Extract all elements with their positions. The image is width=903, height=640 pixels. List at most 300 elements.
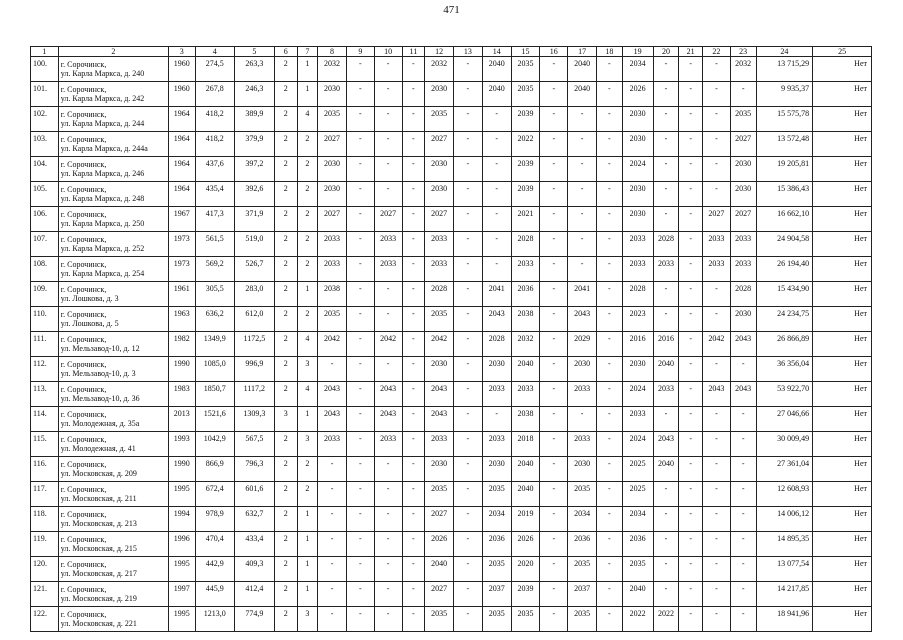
table-cell: 2040 [425, 557, 454, 582]
table-cell: 2022 [653, 607, 679, 632]
table-cell: - [568, 407, 597, 432]
table-cell: - [540, 207, 568, 232]
table-cell: - [402, 82, 425, 107]
table-cell: 1990 [168, 457, 195, 482]
table-cell: - [703, 132, 731, 157]
table-cell: г. Сорочинск, ул. Московская, д. 209 [58, 457, 168, 482]
table-cell: 2040 [482, 82, 511, 107]
table-cell: 2030 [482, 457, 511, 482]
table-cell: - [703, 507, 731, 532]
table-cell: - [730, 582, 756, 607]
header-cell: 10 [374, 47, 402, 57]
table-cell: 389,9 [234, 107, 274, 132]
table-cell: 2035 [425, 482, 454, 507]
table-cell: - [402, 307, 425, 332]
table-cell: 2043 [482, 307, 511, 332]
table-cell: - [402, 282, 425, 307]
table-cell: 2 [274, 107, 297, 132]
table-cell: - [703, 157, 731, 182]
table-cell: 2040 [622, 582, 653, 607]
table-cell: 9 935,37 [756, 82, 813, 107]
table-cell: 2032 [511, 332, 540, 357]
table-cell: 2037 [568, 582, 597, 607]
table-cell: - [318, 357, 347, 382]
table-cell: 397,2 [234, 157, 274, 182]
table-cell: 636,2 [195, 307, 234, 332]
table-cell: 2024 [622, 157, 653, 182]
table-cell: 2033 [425, 232, 454, 257]
table-cell: - [346, 257, 374, 282]
table-cell: 2033 [374, 232, 402, 257]
table-cell: 567,5 [234, 432, 274, 457]
table-cell: - [374, 307, 402, 332]
table-cell: 2035 [482, 607, 511, 632]
table-cell: - [679, 132, 703, 157]
table-cell: 2035 [730, 107, 756, 132]
table-cell: 2028 [511, 232, 540, 257]
table-cell: Нет [813, 557, 872, 582]
table-cell: 2 [274, 57, 297, 82]
table-cell: 2024 [622, 432, 653, 457]
table-cell: 305,5 [195, 282, 234, 307]
table-cell: - [568, 157, 597, 182]
table-row [31, 507, 872, 532]
header-cell: 6 [274, 47, 297, 57]
table-cell: 1995 [168, 482, 195, 507]
table-cell: Нет [813, 132, 872, 157]
table-cell: 2032 [425, 57, 454, 82]
table-cell: - [540, 532, 568, 557]
table-cell: - [346, 382, 374, 407]
table-cell: 1997 [168, 582, 195, 607]
table-cell: 2027 [374, 207, 402, 232]
table-cell: - [703, 457, 731, 482]
table-cell: г. Сорочинск, ул. Московская, д. 219 [58, 582, 168, 607]
table-cell: - [374, 157, 402, 182]
table-cell: 2040 [653, 357, 679, 382]
table-cell: - [402, 357, 425, 382]
header-cell: 13 [453, 47, 482, 57]
table-cell: - [653, 57, 679, 82]
table-cell: 526,7 [234, 257, 274, 282]
table-cell: - [679, 357, 703, 382]
table-cell: 2028 [730, 282, 756, 307]
table-cell: 2027 [730, 132, 756, 157]
table-cell: 2027 [425, 132, 454, 157]
table-cell: 2030 [730, 157, 756, 182]
table-cell: 2028 [482, 332, 511, 357]
table-cell: 2033 [425, 432, 454, 457]
table-cell: 36 356,04 [756, 357, 813, 382]
table-cell: - [703, 307, 731, 332]
table-cell: - [597, 407, 623, 432]
table-cell: - [453, 457, 482, 482]
table-cell: г. Сорочинск, ул. Молодежная, д. 41 [58, 432, 168, 457]
table-cell: 2042 [374, 332, 402, 357]
table-cell: 274,5 [195, 57, 234, 82]
header-cell: 24 [756, 47, 813, 57]
header-cell: 19 [622, 47, 653, 57]
table-cell: 15 434,90 [756, 282, 813, 307]
table-cell: 2039 [511, 157, 540, 182]
table-row [31, 257, 872, 282]
table-cell: 27 046,66 [756, 407, 813, 432]
table-row [31, 607, 872, 632]
table-row [31, 107, 872, 132]
table-cell: 1 [297, 82, 318, 107]
table-cell: 30 009,49 [756, 432, 813, 457]
table-cell: 866,9 [195, 457, 234, 482]
table-cell: - [374, 107, 402, 132]
table-cell: 1850,7 [195, 382, 234, 407]
table-cell: 2042 [318, 332, 347, 357]
header-cell: 21 [679, 47, 703, 57]
table-cell: 1996 [168, 532, 195, 557]
table-cell: 1309,3 [234, 407, 274, 432]
table-row [31, 157, 872, 182]
table-cell: 470,4 [195, 532, 234, 557]
table-cell: 2033 [482, 432, 511, 457]
table-cell: 2043 [730, 332, 756, 357]
table-cell: 1 [297, 532, 318, 557]
table-cell: - [540, 507, 568, 532]
table-cell: 2 [274, 532, 297, 557]
table-cell: - [568, 182, 597, 207]
table-cell: - [482, 232, 511, 257]
table-cell: - [346, 107, 374, 132]
table-cell: г. Сорочинск, ул. Карла Маркса, д. 254 [58, 257, 168, 282]
table-cell: г. Сорочинск, ул. Мельзавод-10, д. 12 [58, 332, 168, 357]
table-cell: - [402, 132, 425, 157]
table-cell: 3 [297, 607, 318, 632]
table-cell: 2033 [653, 257, 679, 282]
table-cell: - [453, 432, 482, 457]
table-cell: - [597, 207, 623, 232]
table-cell: 2042 [425, 332, 454, 357]
table-cell: - [540, 82, 568, 107]
table-cell: - [540, 607, 568, 632]
table-cell: 2013 [168, 407, 195, 432]
table-cell: 2033 [622, 407, 653, 432]
table-cell: 2030 [425, 457, 454, 482]
table-cell: 3 [297, 432, 318, 457]
table-cell: - [653, 532, 679, 557]
table-cell: - [597, 482, 623, 507]
table-cell: 2027 [318, 207, 347, 232]
table-cell: 115. [31, 432, 59, 457]
table-cell: 796,3 [234, 457, 274, 482]
page-number: 471 [443, 4, 460, 16]
table-cell: - [703, 557, 731, 582]
table-cell: - [597, 182, 623, 207]
table-cell: - [679, 607, 703, 632]
table-cell: - [730, 482, 756, 507]
table-cell: Нет [813, 232, 872, 257]
table-cell: - [402, 57, 425, 82]
table-cell: 24 904,58 [756, 232, 813, 257]
table-cell: 2028 [622, 282, 653, 307]
table-cell: г. Сорочинск, ул. Московская, д. 215 [58, 532, 168, 557]
table-cell: 1995 [168, 607, 195, 632]
table-cell: 3 [274, 407, 297, 432]
table-cell: 2033 [730, 232, 756, 257]
table-cell: - [597, 57, 623, 82]
table-cell: 2033 [374, 432, 402, 457]
table-cell: г. Сорочинск, ул. Карла Маркса, д. 244 [58, 107, 168, 132]
table-cell: - [346, 607, 374, 632]
table-cell: 2 [274, 132, 297, 157]
table-cell: 2033 [511, 382, 540, 407]
table-cell: 996,9 [234, 357, 274, 382]
table-cell: - [730, 432, 756, 457]
table-cell: Нет [813, 157, 872, 182]
table-cell: 2016 [653, 332, 679, 357]
table-cell: - [653, 407, 679, 432]
table-cell: - [653, 157, 679, 182]
table-cell: г. Сорочинск, ул. Московская, д. 213 [58, 507, 168, 532]
table-cell: 110. [31, 307, 59, 332]
table-cell: - [597, 557, 623, 582]
table-cell: 569,2 [195, 257, 234, 282]
table-cell: - [402, 182, 425, 207]
table-cell: - [653, 507, 679, 532]
table-cell: Нет [813, 382, 872, 407]
table-cell: 2035 [511, 607, 540, 632]
table-cell: - [597, 257, 623, 282]
table-cell: 2030 [425, 157, 454, 182]
table-cell: 1213,0 [195, 607, 234, 632]
table-cell: - [730, 607, 756, 632]
table-cell: - [402, 407, 425, 432]
table-cell: Нет [813, 432, 872, 457]
table-cell: 102. [31, 107, 59, 132]
table-cell: - [482, 157, 511, 182]
table-cell: 2 [274, 82, 297, 107]
table-cell: - [453, 382, 482, 407]
table-cell: - [540, 432, 568, 457]
table-cell: 2033 [425, 257, 454, 282]
header-cell: 14 [482, 47, 511, 57]
table-cell: 103. [31, 132, 59, 157]
table-cell: 2030 [425, 182, 454, 207]
table-cell: 118. [31, 507, 59, 532]
table-cell: - [540, 132, 568, 157]
table-cell: - [453, 407, 482, 432]
header-cell: 18 [597, 47, 623, 57]
table-cell: 433,4 [234, 532, 274, 557]
table-cell: 2030 [318, 182, 347, 207]
table-cell: 26 866,89 [756, 332, 813, 357]
table-cell: 1 [297, 557, 318, 582]
table-cell: 2032 [730, 57, 756, 82]
table-cell: 1982 [168, 332, 195, 357]
table-cell: - [679, 407, 703, 432]
table-cell: - [374, 57, 402, 82]
table-cell: 561,5 [195, 232, 234, 257]
table-cell: 112. [31, 357, 59, 382]
table-cell: 15 575,78 [756, 107, 813, 132]
table-cell: 2036 [568, 532, 597, 557]
table-cell: - [679, 507, 703, 532]
table-cell: - [703, 407, 731, 432]
table-cell: 2026 [425, 532, 454, 557]
table-cell: - [374, 582, 402, 607]
table-cell: 2043 [568, 307, 597, 332]
table-cell: 2040 [511, 457, 540, 482]
table-cell: 24 234,75 [756, 307, 813, 332]
table-cell: - [679, 182, 703, 207]
table-cell: 2 [297, 307, 318, 332]
table-cell: 2039 [511, 582, 540, 607]
table-cell: Нет [813, 332, 872, 357]
table-cell: 2 [274, 207, 297, 232]
table-cell: - [597, 382, 623, 407]
table-cell: - [703, 432, 731, 457]
table-cell: 18 941,96 [756, 607, 813, 632]
table-cell: 2034 [622, 57, 653, 82]
table-cell: - [540, 357, 568, 382]
table-cell: 1964 [168, 132, 195, 157]
table-cell: - [679, 157, 703, 182]
table-cell: 672,4 [195, 482, 234, 507]
table-cell: 2030 [730, 307, 756, 332]
table-cell: 2030 [622, 107, 653, 132]
table-cell: 2 [297, 457, 318, 482]
table-cell: 2 [274, 157, 297, 182]
table-cell: 2033 [622, 232, 653, 257]
table-cell: - [679, 457, 703, 482]
table-cell: 2030 [730, 182, 756, 207]
table-cell: - [703, 107, 731, 132]
table-cell: г. Сорочинск, ул. Молодежная, д. 35а [58, 407, 168, 432]
table-cell: 114. [31, 407, 59, 432]
table-cell: 1042,9 [195, 432, 234, 457]
table-cell: - [597, 282, 623, 307]
table-cell: - [703, 282, 731, 307]
table-cell: - [482, 257, 511, 282]
table-cell: - [679, 532, 703, 557]
table-cell: - [346, 207, 374, 232]
table-cell: 2030 [622, 207, 653, 232]
table-cell: - [540, 107, 568, 132]
table-cell: 2029 [568, 332, 597, 357]
table-cell: - [453, 607, 482, 632]
table-cell: 2043 [703, 382, 731, 407]
table-cell: 2027 [703, 207, 731, 232]
header-cell: 11 [402, 47, 425, 57]
table-cell: 1960 [168, 82, 195, 107]
table-cell: - [453, 57, 482, 82]
table-cell: 2030 [482, 357, 511, 382]
table-cell: 101. [31, 82, 59, 107]
table-cell: - [346, 507, 374, 532]
table-cell: 2043 [374, 382, 402, 407]
table-cell: 120. [31, 557, 59, 582]
table-cell: - [374, 357, 402, 382]
table-cell: 2 [274, 357, 297, 382]
table-cell: 2 [274, 432, 297, 457]
table-cell: г. Сорочинск, ул. Мельзавод-10, д. 36 [58, 382, 168, 407]
table-cell: Нет [813, 82, 872, 107]
table-cell: г. Сорочинск, ул. Карла Маркса, д. 246 [58, 157, 168, 182]
table-row [31, 457, 872, 482]
table-cell: - [703, 532, 731, 557]
table-cell: 2038 [318, 282, 347, 307]
table-cell: 1964 [168, 182, 195, 207]
table-cell: 2 [274, 482, 297, 507]
table-cell: 2040 [568, 82, 597, 107]
table-cell: 632,7 [234, 507, 274, 532]
table-cell: - [679, 482, 703, 507]
table-cell: 4 [297, 107, 318, 132]
table-cell: 2 [297, 157, 318, 182]
table-cell: - [540, 457, 568, 482]
table-cell: - [540, 482, 568, 507]
table-cell: 2018 [511, 432, 540, 457]
table-cell: 283,0 [234, 282, 274, 307]
table-cell: - [568, 107, 597, 132]
table-cell: - [730, 82, 756, 107]
table-cell: - [346, 482, 374, 507]
table-cell: - [679, 582, 703, 607]
table-cell: 2035 [622, 557, 653, 582]
table-cell: - [318, 582, 347, 607]
table-cell: 2033 [511, 257, 540, 282]
table-cell: - [402, 107, 425, 132]
table-cell: - [402, 382, 425, 407]
table-cell: - [346, 332, 374, 357]
table-cell: 2027 [425, 207, 454, 232]
table-cell: - [402, 157, 425, 182]
table-cell: - [402, 507, 425, 532]
header-cell: 20 [653, 47, 679, 57]
table-cell: 267,8 [195, 82, 234, 107]
table-cell: 2043 [425, 382, 454, 407]
table-cell: 1960 [168, 57, 195, 82]
table-cell: 13 572,48 [756, 132, 813, 157]
table-cell: 1521,6 [195, 407, 234, 432]
table-row [31, 307, 872, 332]
header-row [31, 47, 872, 57]
table-cell: - [402, 232, 425, 257]
table-cell: - [540, 182, 568, 207]
table-cell: - [346, 182, 374, 207]
table-cell: 122. [31, 607, 59, 632]
table-cell: - [597, 232, 623, 257]
table-cell: - [730, 532, 756, 557]
table-cell: 2036 [482, 532, 511, 557]
table-cell: 2 [274, 307, 297, 332]
table-cell: 2033 [318, 432, 347, 457]
table-cell: 116. [31, 457, 59, 482]
table-cell: 371,9 [234, 207, 274, 232]
table-cell: - [703, 357, 731, 382]
table-cell: 1993 [168, 432, 195, 457]
table-cell: 107. [31, 232, 59, 257]
table-cell: - [730, 457, 756, 482]
table-cell: 379,9 [234, 132, 274, 157]
table-row [31, 232, 872, 257]
table-cell: - [374, 532, 402, 557]
table-cell: 2032 [318, 57, 347, 82]
table-cell: 2 [274, 582, 297, 607]
table-cell: - [346, 307, 374, 332]
table-cell: - [597, 307, 623, 332]
table-cell: 2027 [318, 132, 347, 157]
table-cell: 2022 [622, 607, 653, 632]
table-cell: 2043 [653, 432, 679, 457]
table-cell: 263,3 [234, 57, 274, 82]
